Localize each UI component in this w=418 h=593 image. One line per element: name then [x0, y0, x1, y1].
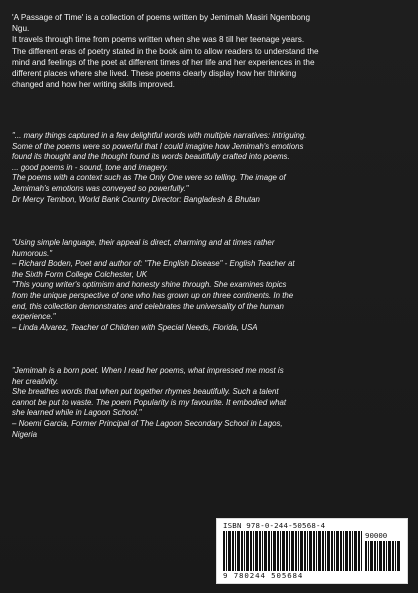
isbn-barcode — [216, 518, 408, 584]
barcode-bar — [228, 531, 231, 571]
description-line: changed and how her writing skills improved. — [12, 80, 175, 90]
barcode-bar — [246, 531, 249, 571]
barcode-bar — [354, 531, 357, 571]
barcode-bar — [365, 541, 367, 571]
review-line: found its thought and the thought found its words beautifully crafted into poems. — [12, 152, 290, 162]
review-line: "This young writer's optimism and honesty shine through. She examines topics — [12, 280, 287, 290]
price-addon-bars — [365, 541, 401, 571]
barcode-bar — [235, 531, 236, 571]
review-attribution: the Sixth Form College Colchester, UK — [12, 269, 148, 279]
barcode-bar — [349, 531, 351, 571]
barcode-bar — [316, 531, 317, 571]
barcode-bar — [368, 541, 369, 571]
review-line: She breathes words that when put together rhymes beautifully. Such a talent — [12, 387, 279, 397]
isbn-label: ISBN 978-0-244-50568-4 — [223, 521, 326, 530]
barcode-bar — [327, 531, 330, 571]
barcode-bar — [386, 541, 387, 571]
barcode-bar — [277, 531, 279, 571]
description-line: different places where she lived. These poems clearly display how her thinking — [12, 69, 297, 79]
barcode-bar — [374, 541, 376, 571]
barcode-bar — [273, 531, 276, 571]
barcode-bar — [223, 531, 225, 571]
review-line: experience." — [12, 312, 56, 322]
barcode-bar — [286, 531, 288, 571]
barcode-bar — [343, 531, 344, 571]
review-noemi-garcia — [12, 366, 410, 440]
barcode-bar — [298, 531, 299, 571]
barcode-bar — [377, 541, 378, 571]
barcode-bar — [334, 531, 335, 571]
barcode-bar — [244, 531, 245, 571]
review-line: end, this collection demonstrates and celebrates the universality of the human — [12, 301, 284, 311]
barcode-digits: 9 780244 505684 — [223, 571, 304, 580]
description-line: It travels through time from poems written when she was 8 till her teenage years. — [12, 35, 305, 45]
review-mercy-tembon — [12, 131, 410, 205]
barcode-bar — [264, 531, 267, 571]
description-line: mind and feelings of the poet at different times of her life and her experiences in the — [12, 57, 315, 67]
barcode-bar — [383, 541, 385, 571]
barcode-bar — [309, 531, 312, 571]
barcode-bar — [268, 531, 270, 571]
barcode-bar — [325, 531, 326, 571]
description-line: Ngu. — [12, 24, 30, 34]
barcode-bar — [336, 531, 339, 571]
barcode-bar — [304, 531, 306, 571]
barcode-bar — [352, 531, 353, 571]
barcode-bar — [395, 541, 396, 571]
barcode-bar — [291, 531, 294, 571]
book-description — [12, 12, 410, 90]
review-line: Jemimah's emotions was conveyed so powerfully." — [12, 183, 189, 193]
barcode-bar — [289, 531, 290, 571]
review-line: "Jemimah is a born poet. When I read her poems, what impressed me most is — [12, 366, 284, 375]
review-attribution: Nigeria — [12, 429, 37, 439]
review-line: she learned while in Lagoon School." — [12, 408, 142, 418]
barcode-bar — [280, 531, 281, 571]
barcode-bar — [379, 541, 382, 571]
barcode-bar — [358, 531, 360, 571]
barcode-bar — [295, 531, 297, 571]
barcode-bar — [271, 531, 272, 571]
barcode-bar — [318, 531, 321, 571]
review-line: from the unique perspective of one who has grown up on three continents. In the — [12, 290, 294, 300]
review-line: ... good poems in - sound, tone and imagery. — [12, 162, 169, 172]
barcode-bar — [397, 541, 400, 571]
barcode-bar — [392, 541, 394, 571]
review-boden-alvarez — [12, 238, 410, 333]
barcode-bar — [262, 531, 263, 571]
review-attribution: – Richard Boden, Poet and author of: "The English Disease" - English Teacher at — [12, 259, 295, 269]
barcode-bar — [282, 531, 285, 571]
barcode-bar — [226, 531, 227, 571]
barcode-bar — [255, 531, 258, 571]
review-line: The poems with a context such as The Only One were so telling. The image of — [12, 173, 286, 183]
review-attribution: – Linda Alvarez, Teacher of Children with Special Needs, Florida, USA — [12, 322, 258, 332]
barcode-bar — [361, 531, 362, 571]
barcode-bars — [223, 531, 363, 571]
barcode-bar — [388, 541, 391, 571]
barcode-bar — [241, 531, 243, 571]
barcode-bar — [322, 531, 324, 571]
barcode-bar — [345, 531, 348, 571]
barcode-bar — [331, 531, 333, 571]
description-line: 'A Passage of Time' is a collection of poems written by Jemimah Masiri Ngembong — [12, 13, 311, 22]
review-line: Some of the poems were so powerful that I could imagine how Jemimah's emotions — [12, 141, 304, 151]
review-line: her creativity. — [12, 376, 59, 386]
description-line: The different eras of poetry stated in the book aim to allow readers to understand the — [12, 46, 319, 56]
barcode-bar — [340, 531, 342, 571]
barcode-bar — [370, 541, 373, 571]
barcode-bar — [300, 531, 303, 571]
review-attribution: – Noemi Garcia, Former Principal of The Lagoon Secondary School in Lagos, — [12, 418, 283, 428]
review-line: "Using simple language, their appeal is direct, charming and at times rather — [12, 238, 275, 247]
review-line: humorous." — [12, 248, 53, 258]
barcode-bar — [259, 531, 261, 571]
barcode-bar — [232, 531, 234, 571]
barcode-bar — [307, 531, 308, 571]
barcode-bar — [313, 531, 315, 571]
price-code: 90000 — [365, 531, 388, 540]
barcode-bar — [250, 531, 252, 571]
barcode-bar — [253, 531, 254, 571]
review-attribution: Dr Mercy Tembon, World Bank Country Director: Bangladesh & Bhutan — [12, 194, 260, 204]
review-line: "... many things captured in a few delightful words with multiple narratives: intriguing. — [12, 131, 307, 140]
review-line: cannot be put to waste. The poem Popularity is my favourite. It embodied what — [12, 397, 287, 407]
barcode-bar — [237, 531, 240, 571]
